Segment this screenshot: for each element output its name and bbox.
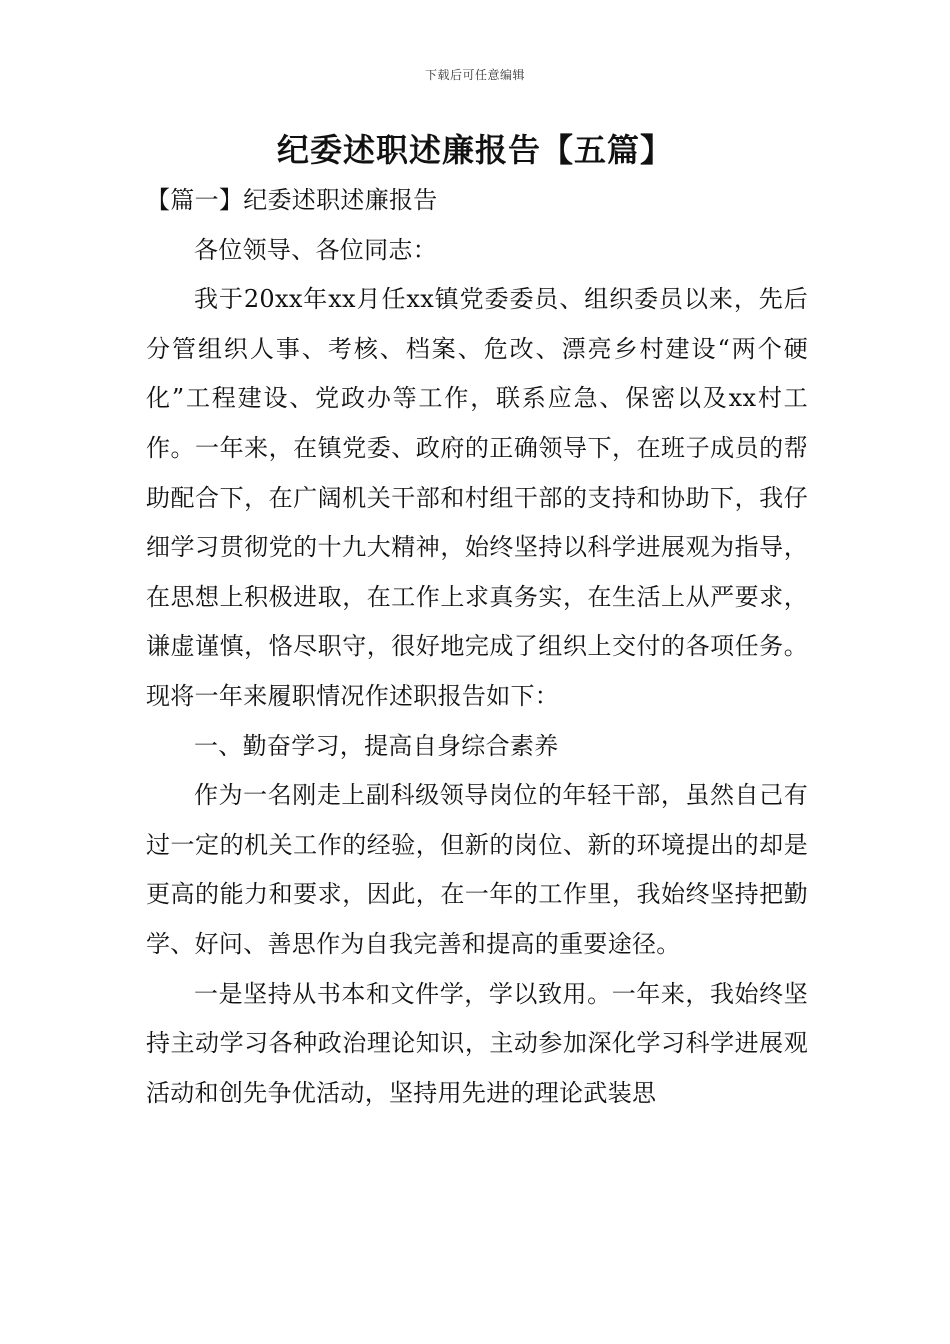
header-note: 下载后可任意编辑 [424,68,525,82]
document-title: 纪委述职述廉报告【五篇】 [276,131,673,169]
body-paragraph-study: 作为一名刚走上副科级领导岗位的年轻干部，虽然自己有过一定的机关工作的经验，但新的岗位、新的环境提出的却是更高的能力和要求，因此，在一年的工作里，我始终坚持把勤学、好问、善思作为自我完善和提高的重要途径。 [146,781,808,958]
section-heading: 【篇一】纪委述职述廉报告 [146,186,438,214]
body-paragraph-greeting: 各位领导、各位同志： [194,235,437,264]
body-paragraph-first-point: 一是坚持从书本和文件学，学以致用。一年来，我始终坚持主动学习各种政治理论知识，主动参加深化学习科学进展观活动和创先争优活动，坚持用先进的理论武装思 [146,979,808,1107]
document-body [146,176,808,1118]
body-subheading-1: 一、勤奋学习，提高自身综合素养 [194,731,559,760]
body-paragraph-intro: 我于20xx年xx月任xx镇党委委员、组织委员以来，先后分管组织人事、考核、档案、危改、漂亮乡村建设“两个硬化”工程建设、党政办等工作，联系应急、保密以及xx村工作。一年来，在镇党委、政府的正确领导下，在班子成员的帮助配合下，在广阔机关干部和村组干部的支持和协助下，我仔细学习贯彻党的十九大精神，始终坚持以科学进展观为指导，在思想上积极进取，在工作上求真务实，在生活上从严要求，谦虚谨慎，恪尽职守，很好地完成了组织上交付的各项任务。现将一年来履职情况作述职报告如下： [146,285,808,710]
